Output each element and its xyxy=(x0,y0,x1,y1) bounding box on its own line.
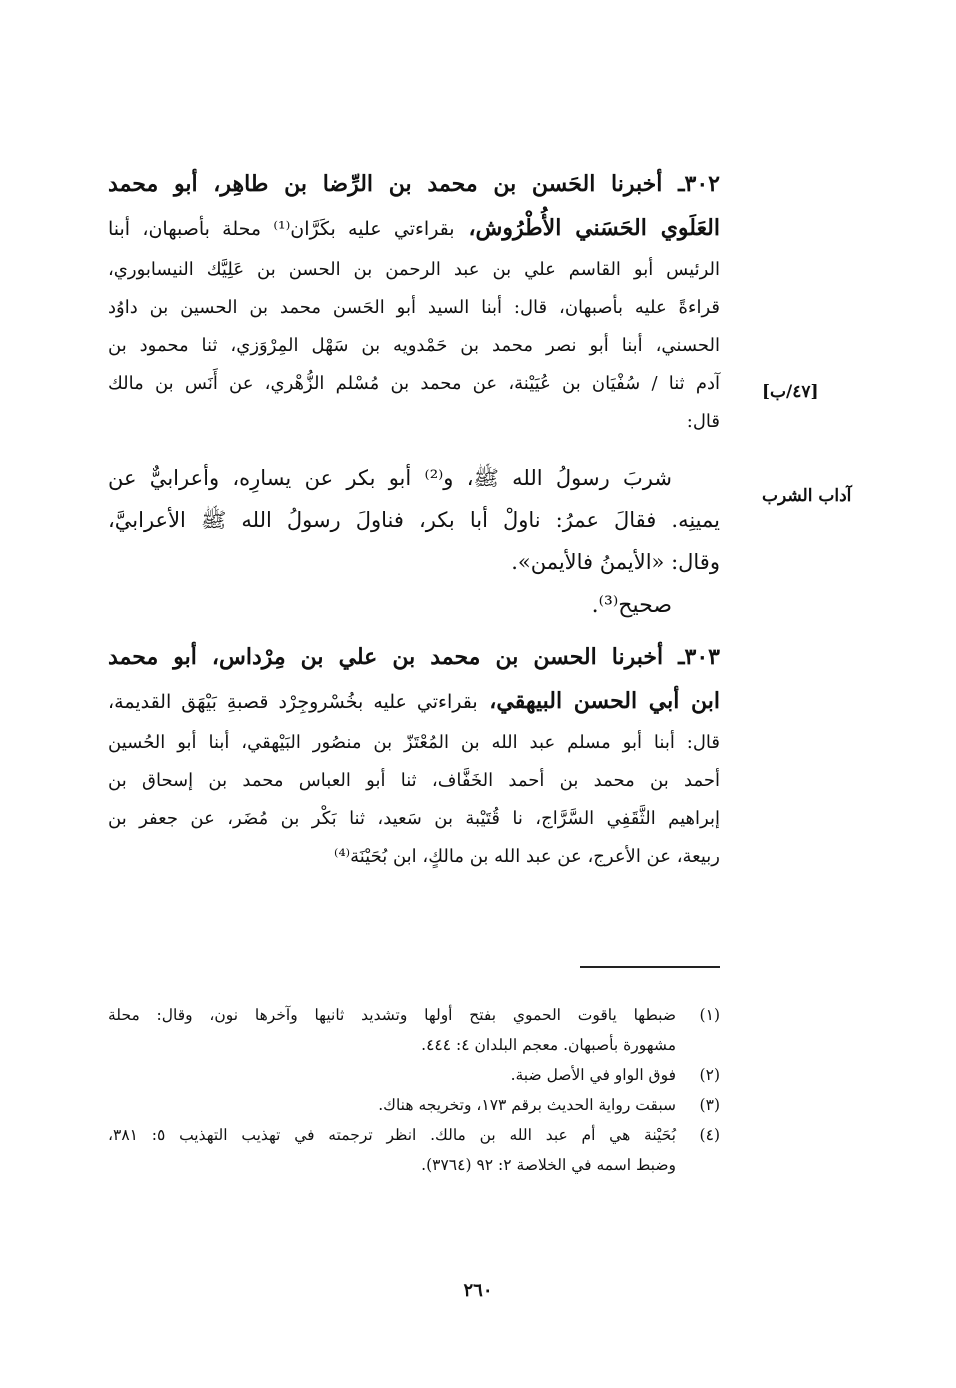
footnote-number: (١) xyxy=(699,1006,720,1024)
entry-303-nisba: ابن أبي الحسن البيهقي، xyxy=(489,688,720,714)
footnote-text xyxy=(108,1090,676,1120)
isnad-line: أحمد بن محمد بن أحمد الخَفَّاف، ثنا أبو العباس محمد بن إسحاق بن xyxy=(108,770,720,791)
footnote-number: (٣) xyxy=(699,1096,720,1114)
isnad-line: قراءةً عليه بأصبهان، قال: أبنا السيد أبو الحَسن محمد بن الحسين بن داوُد xyxy=(108,297,720,318)
entry-302-reading-note: بقراءتي عليه بكَرَّان⁽¹⁾ محلة بأصبهان، أبنا xyxy=(108,218,455,240)
footnote-line: فوق الواو في الأصل ضبة. xyxy=(510,1066,676,1084)
isnad-line: إبراهيم الثَّقَفِي السَّرَّاج، نا قُتَيْبة بن سَعيد، ثنا بَكْر بن مُضَر، عن جعفر بن xyxy=(108,808,720,829)
entry-302-nisba: العَلَوي الحَسَني الأُطْرُوش، xyxy=(468,215,720,241)
topic-heading: آداب الشرب xyxy=(762,486,852,506)
page-number: ٢٦٠ xyxy=(463,1280,493,1301)
footnote xyxy=(108,1000,720,1060)
footnote-text xyxy=(108,1120,676,1180)
isnad-line: قال: أبنا أبو مسلم عبد الله بن المُعْتَزّ بن منصُور البَيْهقي، أبنا أبو الحُسين xyxy=(108,732,720,753)
entry-303-reading-note: بقراءتي عليه بخُسْروجِرْد قصبةِ بَيْهَق القديمة، xyxy=(108,691,478,713)
footnote-text xyxy=(108,1000,676,1060)
entry-302-heading: ٣٠٢ـ أخبرنا الحَسن بن محمد بن الرِّضا بن طاهِر، أبو محمد xyxy=(108,171,720,197)
hadith-text-line: يمينِه. فقالَ عمرُ: ناولْ أبا بكر، فناولَ رسولُ الله ﷺ الأعرابيَّ، xyxy=(108,508,720,532)
footnote-number: (٤) xyxy=(699,1126,720,1144)
hadith-grade: صحيح⁽³⁾. xyxy=(591,593,672,618)
footnote-line: ضبطها ياقوت الحموي بفتح أولها وتشديد ثانيها وآخرها نون، وقال: محلة xyxy=(108,1006,676,1024)
footnote-text xyxy=(108,1060,676,1090)
isnad-line: آدم ثنا / سُفْيَان بن عُيَيْنة، عن محمد بن مُسْلم الزُّهْري، عن أَنَس بن مالك xyxy=(108,373,720,394)
entry-302-name-line xyxy=(108,206,720,251)
footnote-line: سبقت رواية الحديث برقم ١٧٣، وتخريجه هناك. xyxy=(378,1096,676,1114)
footnote-divider xyxy=(580,966,720,968)
footnote-number: (٢) xyxy=(699,1066,720,1084)
footnote-line: بُحَيْنة هي أم عبد الله بن مالك. انظر ترجمته في تهذيب التهذيب ٥: ٣٨١، xyxy=(108,1126,676,1144)
footnote xyxy=(108,1090,720,1120)
entry-303-name-line xyxy=(108,679,720,724)
folio-marker: [٤٧/ب] xyxy=(762,382,819,402)
isnad-line: قال: xyxy=(686,411,720,432)
footnote xyxy=(108,1120,720,1180)
footnote-line: مشهورة بأصبهان. معجم البلدان ٤: ٤٤٤. xyxy=(421,1036,676,1054)
footnote xyxy=(108,1060,720,1090)
footnotes xyxy=(108,1000,720,1180)
entry-303-heading: ٣٠٣ـ أخبرنا الحسن بن محمد بن علي بن مِرْداس، أبو محمد xyxy=(108,644,720,670)
isnad-line: الحسني، أبنا أبو نصر محمد بن حَمْدويه بن سَهْل المِرْوَزي، ثنا محمود بن xyxy=(108,335,720,356)
main-text xyxy=(108,162,720,876)
isnad-line: ربيعة، عن الأعرج، عن عبد الله بن مالكٍ، ابن بُحَيْنَة⁽⁴⁾ xyxy=(334,846,720,867)
hadith-text-line: وقال: «الأيمنُ فالأيمن». xyxy=(511,550,720,574)
footnote-line: وضبط اسمه في الخلاصة ٢: ٩٢ (٣٧٦٤). xyxy=(421,1156,676,1174)
hadith-text-line: شربَ رسولُ الله ﷺ، و⁽²⁾ أبو بكر عن يسارِه، وأعرابيٌّ عن xyxy=(108,466,672,490)
isnad-line: الرئيس أبو القاسم علي بن عبد الرحمن بن الحسن بن عَلِيَّك النيسابوري، xyxy=(108,259,720,280)
